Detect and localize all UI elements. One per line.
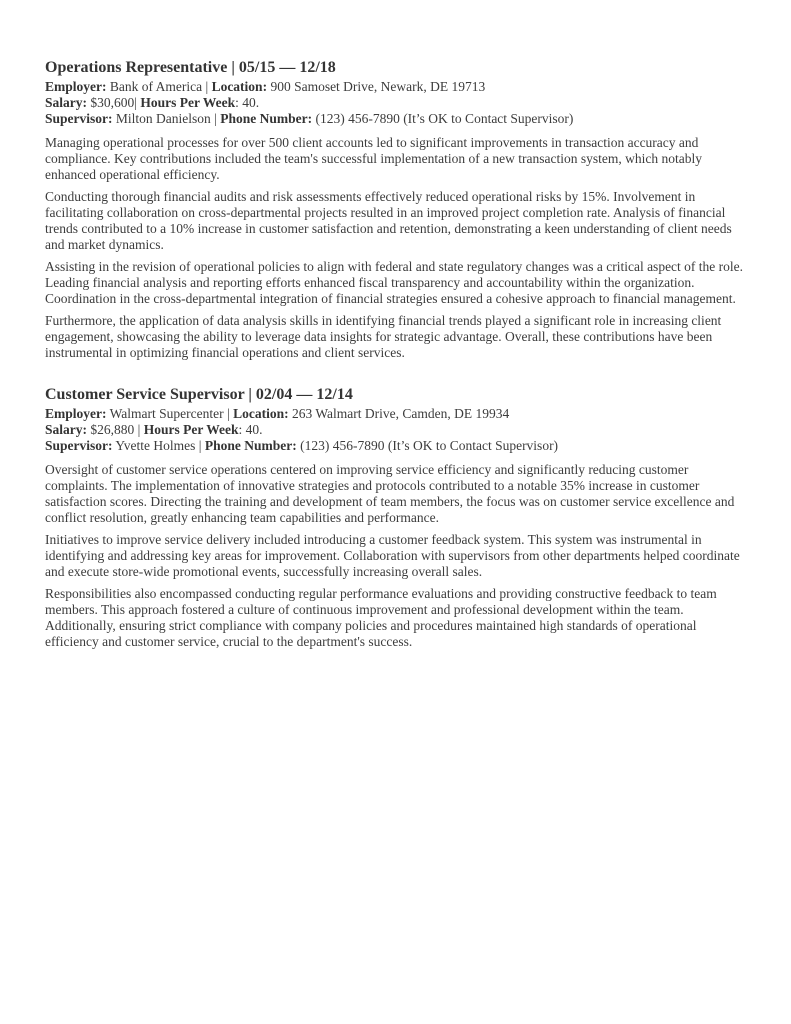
supervisor-line	[45, 111, 746, 127]
salary-value: $30,600|	[90, 95, 137, 110]
job-description	[45, 135, 746, 361]
phone-label: Phone Number:	[204, 438, 297, 453]
hours-value: : 40.	[238, 422, 263, 437]
supervisor-label: Supervisor:	[45, 438, 113, 453]
job-description-paragraph: Conducting thorough financial audits and risk assessments effectively reduced operational risks by 15%. Involvement in facilitating collaboration on cross-departmental projects resulted in an improved project completion rate. Analysis of financial trends contributed to a 10% increase in customer satisfaction and retention, demonstrating a keen understanding of client needs and market dynamics.	[45, 189, 732, 252]
job-description-paragraph: Oversight of customer service operations centered on improving service efficiency and significantly reducing customer complaints. The implementation of innovative strategies and protocols contributed to a notable 35% increase in customer satisfaction scores. Directing the training and development of team members, the focus was on customer service excellence and conflict resolution, greatly enhancing team capabilities and performance.	[45, 462, 735, 525]
job-title-text: Operations Representative	[45, 59, 228, 76]
separator: |	[227, 406, 230, 421]
job-description-paragraph: Managing operational processes for over 500 client accounts led to significant improvements in transaction accuracy and compliance. Key contributions included the team's successful implementation of a new transaction system, which notably enhanced operational efficiency.	[45, 135, 703, 182]
separator: |	[198, 438, 202, 453]
job-description-paragraph: Furthermore, the application of data analysis skills in identifying financial trends played a significant role in increasing client engagement, showcasing the ability to leverage data insights for strategic advantage. Overall, these contributions have been instrumental in optimizing financial operations and client services.	[45, 313, 722, 360]
employer-value: Walmart Supercenter	[109, 406, 224, 421]
phone-label: Phone Number:	[220, 111, 313, 126]
location-value: 263 Walmart Drive, Camden, DE 19934	[291, 406, 510, 421]
phone-value: (123) 456-7890 (It’s OK to Contact Supervisor)	[300, 438, 559, 453]
job-description-paragraph: Responsibilities also encompassed conducting regular performance evaluations and providing constructive feedback to team members. This approach fostered a culture of continuous improvement and professional development within the team. Additionally, ensuring strict compliance with company policies and procedures maintained high standards of operational efficiency and customer service, crucial to the department's success.	[45, 586, 717, 649]
salary-line	[45, 95, 746, 111]
hours-label: Hours Per Week	[143, 422, 239, 437]
title-separator: |	[231, 59, 235, 76]
job-title	[45, 58, 746, 77]
supervisor-line	[45, 438, 746, 454]
employer-line	[45, 79, 746, 95]
title-separator: |	[248, 386, 252, 403]
salary-value: $26,880 |	[90, 422, 141, 437]
employer-line	[45, 406, 746, 422]
job-entry-operations-representative	[45, 58, 746, 361]
location-value: 900 Samoset Drive, Newark, DE 19713	[270, 79, 486, 94]
phone-value: (123) 456-7890 (It’s OK to Contact Supervisor)	[315, 111, 574, 126]
salary-label: Salary:	[45, 95, 87, 110]
supervisor-label: Supervisor:	[45, 111, 113, 126]
supervisor-value: Milton Danielson	[115, 111, 211, 126]
job-title-text: Customer Service Supervisor	[45, 386, 245, 403]
job-entry-customer-service-supervisor	[45, 385, 746, 650]
salary-label: Salary:	[45, 422, 87, 437]
separator: |	[214, 111, 217, 126]
salary-line	[45, 422, 746, 438]
job-description	[45, 462, 746, 650]
location-label: Location:	[233, 406, 289, 421]
supervisor-value: Yvette Holmes	[115, 438, 196, 453]
employer-label: Employer:	[45, 79, 107, 94]
hours-label: Hours Per Week	[140, 95, 236, 110]
employer-label: Employer:	[45, 406, 107, 421]
job-description-paragraph: Assisting in the revision of operational policies to align with federal and state regulatory changes was a critical aspect of the role. Leading financial analysis and reporting efforts enhanced fiscal transparency and accountability within the organization. Coordination in the cross-departmental integration of financial strategies ensured a cohesive approach to financial management.	[45, 259, 744, 306]
job-dates: 05/15 — 12/18	[238, 59, 336, 76]
hours-value: : 40.	[235, 95, 260, 110]
job-description-paragraph: Initiatives to improve service delivery included introducing a customer feedback system. This system was instrumental in identifying and addressing key areas for improvement. Collaboration with supervisors from other departments helped coordinate and execute store-wide promotional events, successfully increasing overall sales.	[45, 532, 740, 579]
job-dates: 02/04 — 12/14	[255, 386, 353, 403]
employer-value: Bank of America	[109, 79, 203, 94]
separator: |	[205, 79, 209, 94]
location-label: Location:	[211, 79, 268, 94]
job-title	[45, 385, 746, 404]
